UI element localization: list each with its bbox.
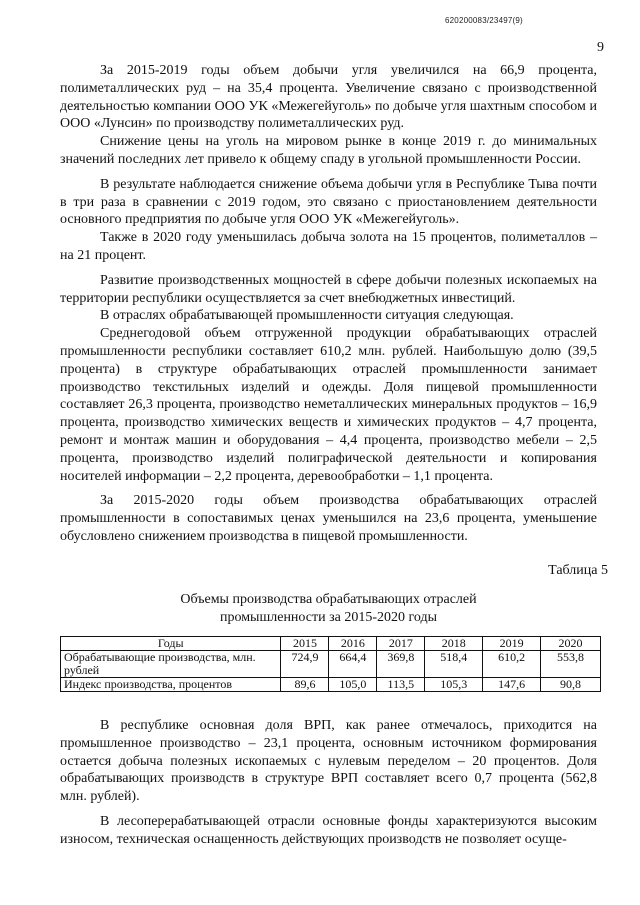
paragraph: За 2015-2020 годы объем производства обрабатывающих отраслей промышленности в сопоставимых ценах уменьшился на 23,6 процента, уменьшение обусловлено снижением производства в пищевой промышленности.	[60, 493, 597, 544]
table-cell: 147,6	[483, 678, 541, 692]
table-header-cell: 2020	[541, 637, 601, 651]
table-title-line: Объемы производства обрабатывающих отраслей	[180, 592, 477, 607]
paragraph: Также в 2020 году уменьшилась добыча золота на 15 процентов, полиметаллов – на 21 процент.	[60, 230, 597, 263]
table-header-row	[61, 637, 601, 651]
table-cell: 105,3	[425, 678, 483, 692]
paragraph: За 2015-2019 годы объем добычи угля увеличился на 66,9 процента, полиметаллических руд – на 35,4 процента. Увеличение связано с производственной деятельностью компании ООО УК «Межегейуголь» по добыче угля шахтным способом и ООО «Лунсин» по производству полиметаллических руд.	[60, 63, 597, 132]
paragraph: В результате наблюдается снижение объема добычи угля в Республике Тыва почти в три раза в сравнении с 2019 годом, это связано с приостановлением деятельности основного предприятия по добыче угля ООО УК «Межегейуголь».	[60, 176, 597, 228]
table-header-cell: Годы	[61, 637, 281, 651]
table-title-line: промышленности за 2015-2020 годы	[219, 610, 438, 625]
table-cell: 369,8	[377, 651, 425, 678]
paragraph: В отраслях обрабатывающей промышленности ситуация следующая.	[100, 308, 514, 324]
table-cell: 113,5	[377, 678, 425, 692]
paragraph: В лесоперерабатывающей отрасли основные фонды характеризуются высоким износом, техническая оснащенность действующих производств не позволяет осуще-	[60, 813, 597, 847]
table-cell: 518,4	[425, 651, 483, 678]
paragraph: В республике основная доля ВРП, как ранее отмечалось, приходится на промышленное производство – 23,1 процента, основным источником формирования остается добыча полезных ископаемых с нулевым переделом – 20 процентов. Доля обрабатывающих производств в структуре ВРП составляет всего 0,7 процента (562,8 млн. рублей).	[60, 718, 597, 805]
paragraph: Среднегодовой объем отгруженной продукции обрабатывающих отраслей промышленности республики составляет 610,2 млн. рублей. Наибольшую долю (39,5 процента) в структуре обрабатывающих отраслей промышленности занимает производство текстильных изделий и одежды. Доля пищевой промышленности составляет 26,3 процента, производство неметаллических минеральных продуктов – 16,9 процента, производство химических веществ и химических продуктов – 4,7 процента, ремонт и монтаж машин и оборудования – 4,4 процента, производство мебели – 2,5 процента, производство изделий полиграфической деятельности и копирования носителей информации – 2,2 процента, деревообработки – 1,1 процента.	[60, 326, 597, 484]
table-cell: 664,4	[329, 651, 377, 678]
production-table	[60, 636, 601, 692]
table-cell: Индекс производства, процентов	[61, 678, 281, 692]
table-cell: 89,6	[281, 678, 329, 692]
paragraph: Развитие производственных мощностей в сфере добычи полезных ископаемых на территории республики осуществляется за счет внебюджетных инвестиций.	[60, 272, 597, 306]
table-header-cell: 2016	[329, 637, 377, 651]
table-cell: 610,2	[483, 651, 541, 678]
page-number: 9	[597, 40, 604, 55]
table-cell: 105,0	[329, 678, 377, 692]
table-cell: 553,8	[541, 651, 601, 678]
table-cell: 90,8	[541, 678, 601, 692]
table-cell: 724,9	[281, 651, 329, 678]
table-header-cell: 2019	[483, 637, 541, 651]
table-label: Таблица 5	[548, 563, 608, 578]
table-header-cell: 2015	[281, 637, 329, 651]
table-cell: Обрабатывающие производства, млн. рублей	[61, 651, 281, 678]
table-header-cell: 2018	[425, 637, 483, 651]
table-title	[60, 591, 597, 627]
document-number: 620200083/23497(9)	[445, 16, 523, 25]
main-text	[60, 62, 597, 546]
paragraph: Снижение цены на уголь на мировом рынке в конце 2019 г. до минимальных значений последних лет привело к общему спаду в угольной промышленности России.	[60, 134, 597, 167]
table-row	[61, 678, 601, 692]
continued-text	[60, 717, 597, 849]
table-header-cell: 2017	[377, 637, 425, 651]
table-row	[61, 651, 601, 678]
